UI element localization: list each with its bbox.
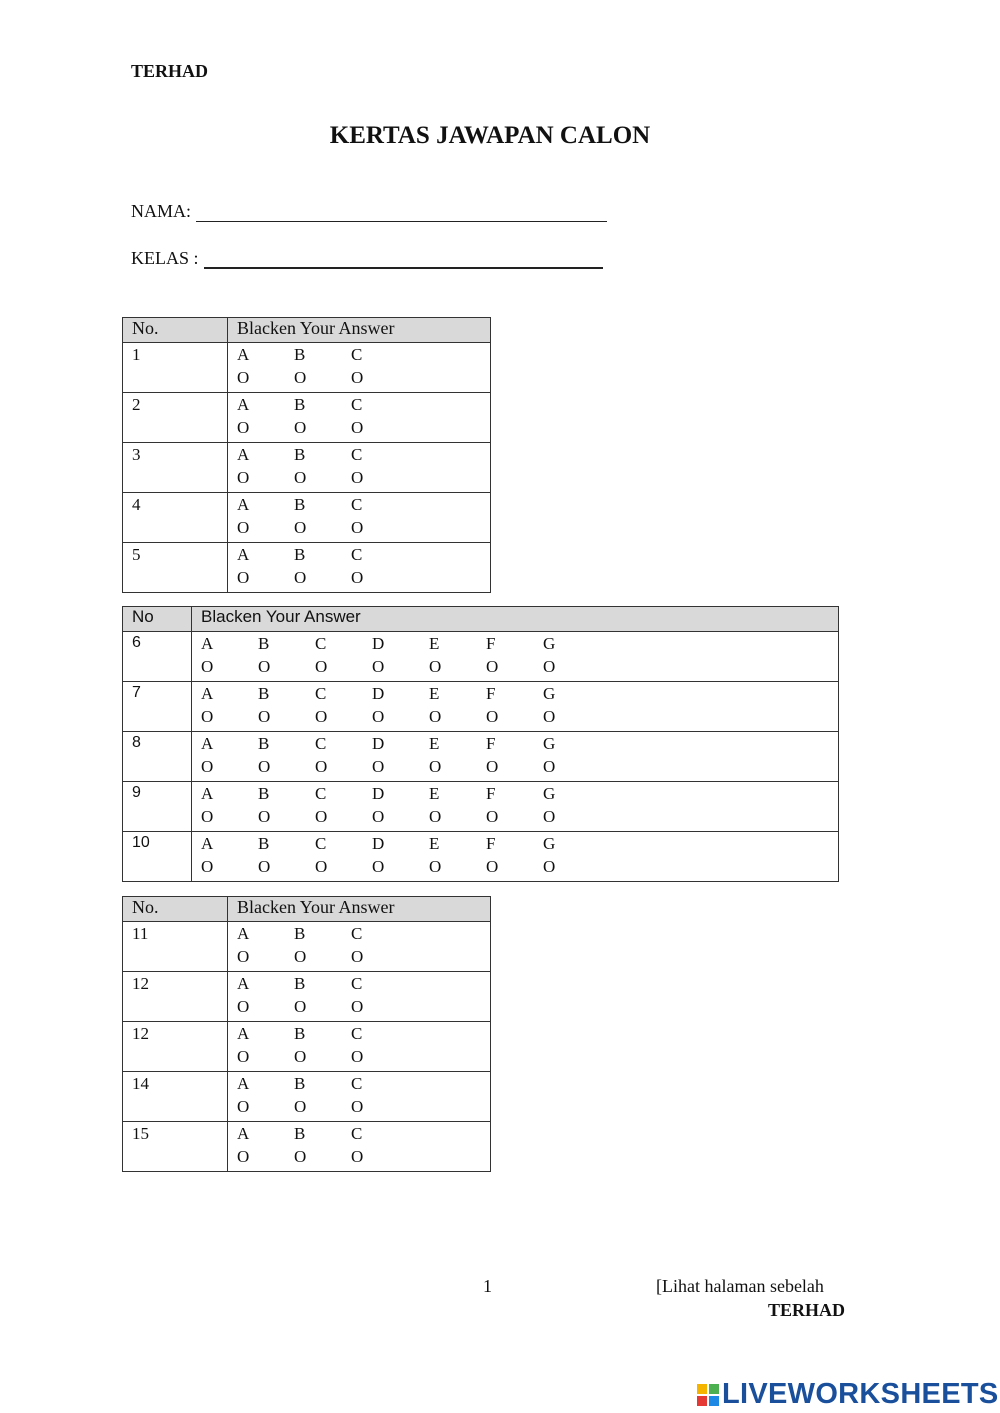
option-letter: A: [237, 545, 250, 564]
option-letter: C: [351, 545, 363, 564]
option-letter: B: [258, 634, 270, 653]
answer-options: [228, 343, 491, 393]
answer-bubble[interactable]: O: [372, 807, 385, 826]
answer-table-2: [122, 606, 839, 882]
option-letter: B: [294, 1074, 306, 1093]
question-number: 6: [123, 632, 192, 682]
answer-bubble[interactable]: O: [486, 707, 499, 726]
question-row: [123, 922, 491, 972]
answer-bubble[interactable]: O: [237, 418, 250, 437]
question-number: 8: [123, 732, 192, 782]
answer-bubble[interactable]: O: [294, 1097, 307, 1116]
option-letter: A: [201, 684, 214, 703]
question-row: [123, 1022, 491, 1072]
question-number: 14: [123, 1072, 228, 1122]
option-letter: A: [237, 445, 250, 464]
question-number: 12: [123, 972, 228, 1022]
answer-options: [192, 682, 839, 732]
option-letter: F: [486, 634, 496, 653]
question-number: 3: [123, 443, 228, 493]
option-letter: A: [237, 1024, 250, 1043]
option-letter: C: [351, 495, 363, 514]
logo-text: LIVEWORKSHEETS: [722, 1378, 999, 1410]
answer-bubble[interactable]: O: [294, 418, 307, 437]
option-letter: C: [351, 445, 363, 464]
question-number: 9: [123, 782, 192, 832]
answer-bubble[interactable]: O: [543, 807, 556, 826]
answer-bubble[interactable]: O: [543, 657, 556, 676]
option-letter: G: [543, 834, 556, 853]
question-row: [123, 782, 839, 832]
answer-bubble[interactable]: O: [351, 568, 364, 587]
answer-bubble[interactable]: O: [429, 857, 442, 876]
option-letter: C: [351, 345, 363, 364]
option-letter: C: [351, 1024, 363, 1043]
question-row: [123, 543, 491, 593]
answer-options: [228, 393, 491, 443]
col-header-answer: Blacken Your Answer: [228, 318, 491, 343]
option-letter: A: [237, 974, 250, 993]
option-letter: C: [351, 1124, 363, 1143]
next-page-note: [Lihat halaman sebelah: [656, 1276, 824, 1296]
answer-bubble[interactable]: O: [351, 518, 364, 537]
question-row: [123, 443, 491, 493]
answer-bubble[interactable]: O: [201, 857, 214, 876]
answer-options: [192, 632, 839, 682]
question-number: 7: [123, 682, 192, 732]
answer-options: [228, 1022, 491, 1072]
option-letter: B: [294, 924, 306, 943]
logo-block: [709, 1396, 719, 1406]
option-letter: C: [351, 395, 363, 414]
answer-bubble[interactable]: O: [351, 1097, 364, 1116]
question-row: [123, 972, 491, 1022]
answer-bubble[interactable]: O: [429, 657, 442, 676]
answer-bubble[interactable]: O: [315, 757, 328, 776]
option-letter: A: [201, 734, 214, 753]
col-header-no: No: [123, 607, 192, 632]
option-letter: F: [486, 784, 496, 803]
option-letter: F: [486, 684, 496, 703]
option-letter: C: [315, 684, 327, 703]
option-letter: B: [294, 1124, 306, 1143]
question-number: 12: [123, 1022, 228, 1072]
answer-bubble[interactable]: O: [351, 468, 364, 487]
classification-header: TERHAD: [131, 61, 209, 81]
option-letter: F: [486, 834, 496, 853]
option-letter: D: [372, 684, 385, 703]
question-row: [123, 1072, 491, 1122]
option-letter: A: [237, 924, 250, 943]
answer-bubble[interactable]: O: [315, 657, 328, 676]
answer-bubble[interactable]: O: [372, 857, 385, 876]
answer-bubble[interactable]: O: [315, 807, 328, 826]
answer-bubble[interactable]: O: [201, 657, 214, 676]
answer-bubble[interactable]: O: [351, 1047, 364, 1066]
option-letter: B: [294, 395, 306, 414]
answer-table-1: [122, 317, 491, 593]
answer-bubble[interactable]: O: [201, 757, 214, 776]
option-letter: B: [258, 834, 270, 853]
question-row: [123, 493, 491, 543]
kelas-label: KELAS :: [131, 248, 199, 268]
answer-bubble[interactable]: O: [237, 568, 250, 587]
answer-bubble[interactable]: O: [294, 997, 307, 1016]
answer-bubble[interactable]: O: [237, 368, 250, 387]
option-letter: B: [294, 445, 306, 464]
answer-bubble[interactable]: O: [351, 418, 364, 437]
answer-options: [228, 543, 491, 593]
answer-bubble[interactable]: O: [294, 568, 307, 587]
answer-bubble[interactable]: O: [543, 857, 556, 876]
answer-bubble[interactable]: O: [429, 757, 442, 776]
answer-options: [192, 732, 839, 782]
option-letter: B: [294, 495, 306, 514]
answer-bubble[interactable]: O: [258, 707, 271, 726]
answer-bubble[interactable]: O: [315, 707, 328, 726]
option-letter: B: [294, 1024, 306, 1043]
option-letter: A: [237, 495, 250, 514]
answer-bubble[interactable]: O: [201, 807, 214, 826]
answer-bubble[interactable]: O: [372, 707, 385, 726]
answer-options: [228, 1072, 491, 1122]
option-letter: E: [429, 784, 440, 803]
question-row: [123, 393, 491, 443]
answer-options: [228, 493, 491, 543]
answer-bubble[interactable]: O: [372, 657, 385, 676]
nama-field: [131, 201, 607, 222]
col-header-no: No.: [123, 318, 228, 343]
option-letter: G: [543, 684, 556, 703]
question-number: 10: [123, 832, 192, 882]
answer-bubble[interactable]: O: [201, 707, 214, 726]
option-letter: D: [372, 734, 385, 753]
answer-bubble[interactable]: O: [237, 1047, 250, 1066]
question-number: 1: [123, 343, 228, 393]
option-letter: D: [372, 834, 385, 853]
option-letter: F: [486, 734, 496, 753]
question-row: [123, 343, 491, 393]
option-letter: B: [258, 734, 270, 753]
nama-label: NAMA:: [131, 201, 192, 221]
option-letter: C: [315, 734, 327, 753]
answer-bubble[interactable]: O: [237, 468, 250, 487]
nama-input-line[interactable]: [196, 203, 607, 222]
answer-bubble[interactable]: O: [258, 657, 271, 676]
option-letter: G: [543, 634, 556, 653]
answer-bubble[interactable]: O: [315, 857, 328, 876]
answer-options: [192, 782, 839, 832]
question-number: 15: [123, 1122, 228, 1172]
page-number: 1: [483, 1276, 492, 1296]
option-letter: E: [429, 634, 440, 653]
answer-bubble[interactable]: O: [258, 807, 271, 826]
answer-bubble[interactable]: O: [351, 947, 364, 966]
answer-bubble[interactable]: O: [294, 1047, 307, 1066]
question-number: 11: [123, 922, 228, 972]
classification-footer: TERHAD: [768, 1300, 846, 1320]
answer-bubble[interactable]: O: [351, 368, 364, 387]
question-number: 4: [123, 493, 228, 543]
kelas-field: [131, 248, 603, 269]
option-letter: E: [429, 684, 440, 703]
question-row: [123, 832, 839, 882]
option-letter: C: [315, 634, 327, 653]
page-title: KERTAS JAWAPAN CALON: [329, 122, 651, 149]
answer-bubble[interactable]: O: [351, 997, 364, 1016]
answer-bubble[interactable]: O: [294, 518, 307, 537]
option-letter: A: [237, 1124, 250, 1143]
answer-bubble[interactable]: O: [294, 947, 307, 966]
option-letter: B: [294, 345, 306, 364]
option-letter: G: [543, 734, 556, 753]
question-number: 2: [123, 393, 228, 443]
answer-bubble[interactable]: O: [486, 657, 499, 676]
option-letter: A: [237, 345, 250, 364]
kelas-input-line[interactable]: [204, 249, 603, 269]
col-header-no: No.: [123, 897, 228, 922]
answer-bubble[interactable]: O: [486, 807, 499, 826]
option-letter: E: [429, 734, 440, 753]
option-letter: C: [315, 784, 327, 803]
answer-bubble[interactable]: O: [294, 368, 307, 387]
answer-bubble[interactable]: O: [372, 757, 385, 776]
answer-bubble[interactable]: O: [351, 1147, 364, 1166]
option-letter: D: [372, 784, 385, 803]
option-letter: A: [237, 395, 250, 414]
answer-bubble[interactable]: O: [258, 857, 271, 876]
option-letter: C: [351, 974, 363, 993]
logo-block: [697, 1384, 707, 1394]
option-letter: D: [372, 634, 385, 653]
option-letter: B: [294, 974, 306, 993]
option-letter: B: [294, 545, 306, 564]
option-letter: E: [429, 834, 440, 853]
answer-bubble[interactable]: O: [486, 757, 499, 776]
logo-block: [697, 1396, 707, 1406]
question-row: [123, 632, 839, 682]
question-number: 5: [123, 543, 228, 593]
answer-bubble[interactable]: O: [486, 857, 499, 876]
option-letter: C: [351, 1074, 363, 1093]
answer-bubble[interactable]: O: [237, 947, 250, 966]
logo-block: [709, 1384, 719, 1394]
answer-table-3: [122, 896, 491, 1172]
option-letter: B: [258, 684, 270, 703]
answer-bubble[interactable]: O: [258, 757, 271, 776]
option-letter: C: [351, 924, 363, 943]
answer-options: [228, 972, 491, 1022]
answer-bubble[interactable]: O: [294, 468, 307, 487]
question-row: [123, 1122, 491, 1172]
option-letter: B: [258, 784, 270, 803]
option-letter: A: [201, 834, 214, 853]
answer-bubble[interactable]: O: [294, 1147, 307, 1166]
question-row: [123, 732, 839, 782]
option-letter: A: [201, 634, 214, 653]
answer-options: [228, 443, 491, 493]
answer-options: [192, 832, 839, 882]
answer-options: [228, 922, 491, 972]
answer-options: [228, 1122, 491, 1172]
answer-bubble[interactable]: O: [429, 707, 442, 726]
col-header-answer: Blacken Your Answer: [192, 607, 839, 632]
question-row: [123, 682, 839, 732]
liveworksheets-logo: [697, 1378, 999, 1411]
option-letter: C: [315, 834, 327, 853]
answer-bubble[interactable]: O: [429, 807, 442, 826]
answer-bubble[interactable]: O: [237, 518, 250, 537]
answer-bubble[interactable]: O: [237, 1097, 250, 1116]
answer-bubble[interactable]: O: [543, 757, 556, 776]
option-letter: A: [201, 784, 214, 803]
answer-bubble[interactable]: O: [237, 997, 250, 1016]
answer-bubble[interactable]: O: [237, 1147, 250, 1166]
option-letter: G: [543, 784, 556, 803]
option-letter: A: [237, 1074, 250, 1093]
logo-blocks-icon: [697, 1384, 719, 1406]
answer-bubble[interactable]: O: [543, 707, 556, 726]
col-header-answer: Blacken Your Answer: [228, 897, 491, 922]
